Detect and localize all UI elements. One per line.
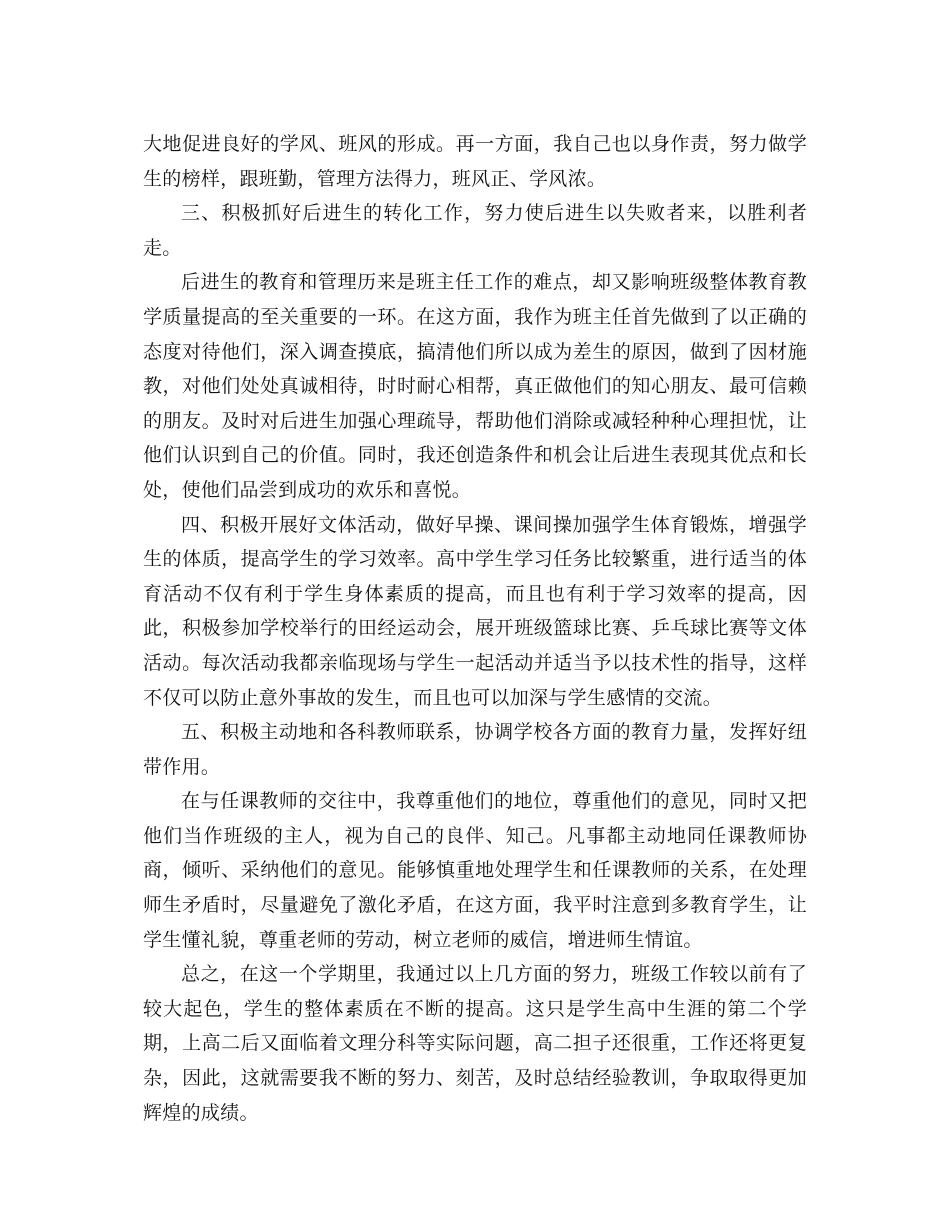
paragraph-section-three-heading: 三、积极抓好后进生的转化工作，努力使后进生以失败者来，以胜利者走。 — [143, 202, 807, 259]
document-body — [143, 127, 807, 1130]
paragraph-teacher-relations: 在与任课教师的交往中，我尊重他们的地位，尊重他们的意见，同时又把他们当作班级的主人，视为自己的良伴、知己。凡事都主动地同任课教师协商，倾听、采纳他们的意见。能够慎重地处理学生和任课教师的关系，在处理师生矛盾时，尽量避免了激化矛盾，在这方面，我平时注意到多教育学生，让学生懂礼貌，尊重老师的劳动，树立老师的威信，增进师生情谊。 — [143, 790, 807, 951]
paragraph-conclusion: 总之，在这一个学期里，我通过以上几方面的努力，班级工作较以前有了较大起色，学生的整体素质在不断的提高。这只是学生高中生涯的第二个学期，上高二后又面临着文理分科等实际问题，高二担子还很重，工作还将更复杂，因此，这就需要我不断的努力、刻苦，及时总结经验教训，争取取得更加辉煌的成绩。 — [143, 963, 807, 1124]
paragraph-continuation: 大地促进良好的学风、班风的形成。再一方面，我自己也以身作责，努力做学生的榜样，跟班勤，管理方法得力，班风正、学风浓。 — [143, 133, 807, 190]
paragraph-section-five-heading: 五、积极主动地和各科教师联系，协调学校各方面的教育力量，发挥好纽带作用。 — [143, 721, 807, 778]
paragraph-underachievers: 后进生的教育和管理历来是班主任工作的难点，却又影响班级整体教育教学质量提高的至关重要的一环。在这方面，我作为班主任首先做到了以正确的态度对待他们，深入调查摸底，搞清他们所以成为差生的原因，做到了因材施教，对他们处处真诚相待，时时耐心相帮，真正做他们的知心朋友、最可信赖的朋友。及时对后进生加强心理疏导，帮助他们消除或减轻种种心理担忧，让他们认识到自己的价值。同时，我还创造条件和机会让后进生表现其优点和长处，使他们品尝到成功的欢乐和喜悦。 — [143, 271, 807, 501]
paragraph-section-four-sports: 四、积极开展好文体活动，做好早操、课间操加强学生体育锻炼，增强学生的体质，提高学生的学习效率。高中学生学习任务比较繁重，进行适当的体育活动不仅有利于学生身体素质的提高，而且也有利于学习效率的提高，因此，积极参加学校举行的田经运动会，展开班级篮球比赛、乒乓球比赛等文体活动。每次活动我都亲临现场与学生一起活动并适当予以技术性的指导，这样不仅可以防止意外事故的发生，而且也可以加深与学生感情的交流。 — [143, 513, 807, 709]
